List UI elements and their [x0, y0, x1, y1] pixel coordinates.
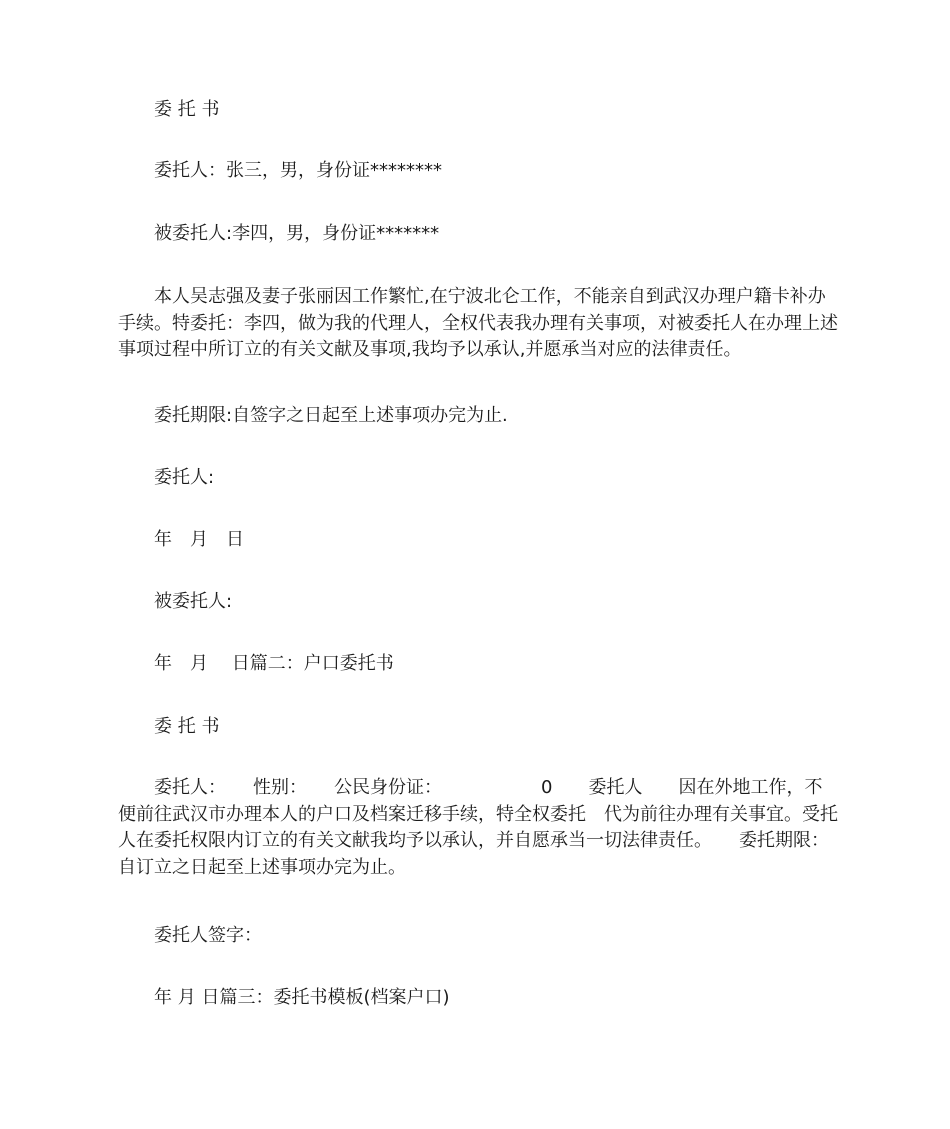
agent-line: 被委托人:李四，男，身份证*******	[154, 223, 440, 244]
principal-signature-label-2: 委托人签字：	[154, 925, 262, 946]
date-line-1: 年 月 日	[154, 529, 244, 550]
date-line-2-section-heading: 年 月 日篇二：户口委托书	[154, 653, 394, 674]
principal-line: 委托人：张三，男，身份证********	[154, 160, 442, 181]
agent-signature-label: 被委托人:	[154, 591, 233, 612]
document-title-2: 委 托 书	[154, 716, 220, 737]
document-title-1: 委 托 书	[154, 99, 220, 120]
date-line-3-section-heading: 年 月 日篇三：委托书模板(档案户口)	[154, 987, 450, 1008]
authorization-period-1: 委托期限:自签字之日起至上述事项办完为止.	[154, 405, 508, 426]
authorization-paragraph-1: 本人吴志强及妻子张丽因工作繁忙,在宁波北仑工作，不能亲自到武汉办理户籍卡补办手续。特委托：李四，做为我的代理人，全权代表我办理有关事项，对被委托人在办理上述事项过程中所订立的有关文献及事项,我均予以承认,并愿承当对应的法律责任。	[118, 286, 838, 360]
principal-signature-label: 委托人:	[154, 467, 215, 488]
authorization-paragraph-2: 委托人： 性别： 公民身份证： 0 委托人 因在外地工作，不便前往武汉市办理本人的户口及档案迁移手续，特全权委托 代为前往办理有关事宜。受托人在委托权限内订立的有关文献我均予以承认，并自愿承当一切法律责任。 委托期限：自订立之日起至上述事项办完为止。	[118, 777, 838, 878]
